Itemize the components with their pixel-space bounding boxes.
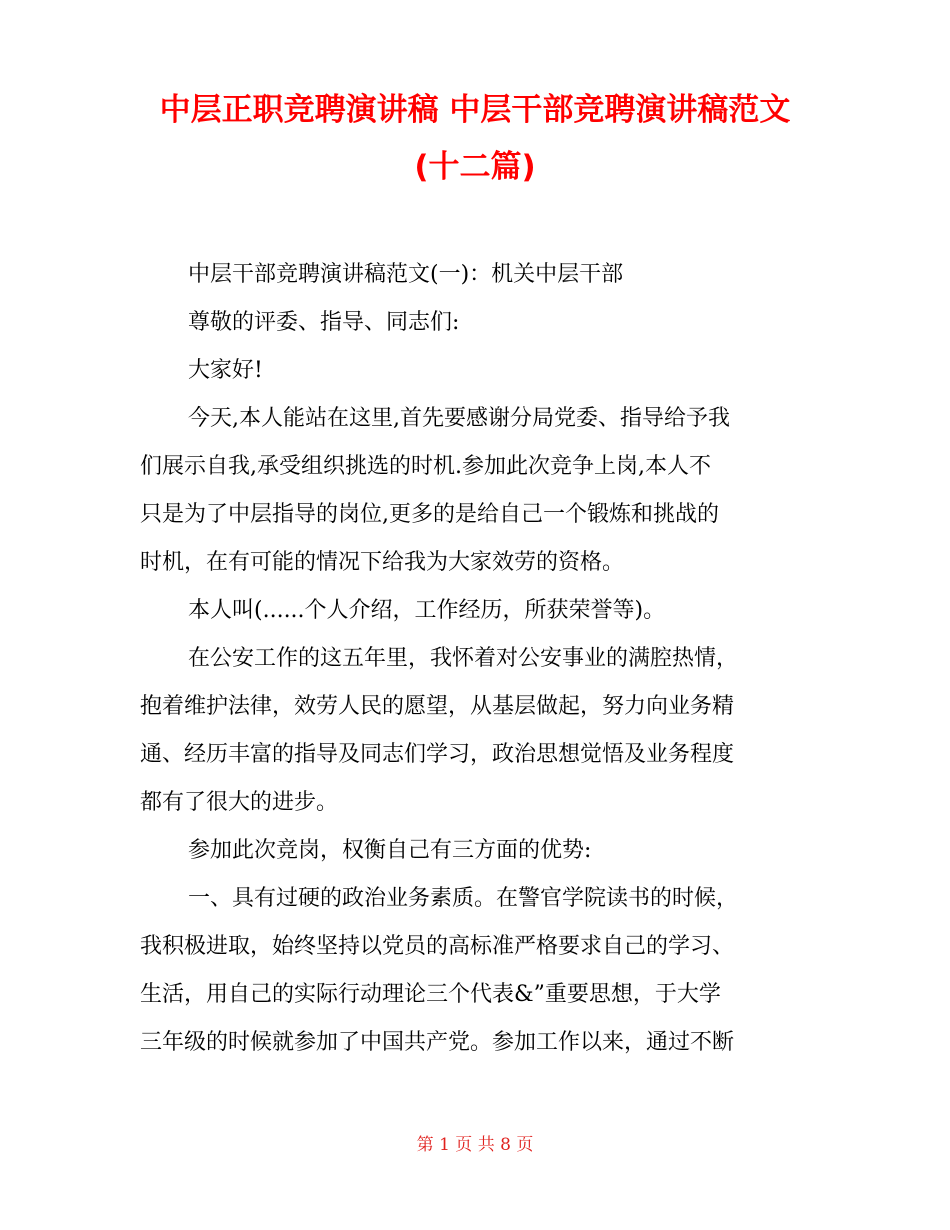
- paragraph-line: 通、经历丰富的指导及同志们学习，政治思想觉悟及业务程度: [140, 742, 735, 767]
- paragraph-line: 生活，用自己的实际行动理论三个代表&”重要思想，于大学: [140, 982, 721, 1007]
- paragraph: [140, 251, 810, 299]
- paragraph-line: 只是为了中层指导的岗位,更多的是给自己一个锻炼和挑战的: [140, 502, 719, 527]
- paragraph-line: 们展示自我,承受组织挑选的时机.参加此次竞争上岗,本人不: [140, 454, 711, 479]
- paragraph-line: 在公安工作的这五年里，我怀着对公安事业的满腔热情，: [188, 646, 739, 671]
- paragraph-line: 参加此次竞岗，权衡自己有三方面的优势:: [188, 838, 592, 863]
- paragraph: [140, 587, 810, 635]
- paragraph: [140, 827, 810, 875]
- paragraph-line: 本人叫(......个人介绍，工作经历，所获荣誉等)。: [188, 598, 666, 623]
- document-title: [130, 82, 820, 196]
- paragraph-line: 中层干部竞聘演讲稿范文(一)：机关中层干部: [188, 262, 624, 287]
- title-line-1: 中层正职竞聘演讲稿 中层干部竞聘演讲稿范文: [159, 92, 791, 128]
- document-body: [140, 251, 810, 1067]
- paragraph-line: 都有了很大的进步。: [140, 790, 339, 815]
- paragraph-line: 时机，在有可能的情况下给我为大家效劳的资格。: [140, 550, 625, 575]
- paragraph-line: 大家好!: [188, 358, 263, 383]
- paragraph-line: 三年级的时候就参加了中国共产党。参加工作以来，通过不断: [140, 1030, 735, 1055]
- paragraph-line: 尊敬的评委、指导、同志们:: [188, 310, 460, 335]
- paragraph-line: 抱着维护法律，效劳人民的愿望，从基层做起，努力向业务精: [140, 694, 735, 719]
- paragraph: [140, 875, 810, 1067]
- paragraph: [140, 347, 810, 395]
- title-line-2: (十二篇): [414, 149, 536, 185]
- paragraph: [140, 299, 810, 347]
- paragraph-line: 我积极进取，始终坚持以党员的高标准严格要求自己的学习、: [140, 934, 735, 959]
- paragraph-line: 今天,本人能站在这里,首先要感谢分局党委、指导给予我: [188, 406, 730, 431]
- paragraph: [140, 635, 810, 827]
- page-indicator: 第 1 页 共 8 页: [416, 1135, 534, 1155]
- paragraph: [140, 395, 810, 587]
- paragraph-line: 一、具有过硬的政治业务素质。在警官学院读书的时候，: [188, 886, 739, 911]
